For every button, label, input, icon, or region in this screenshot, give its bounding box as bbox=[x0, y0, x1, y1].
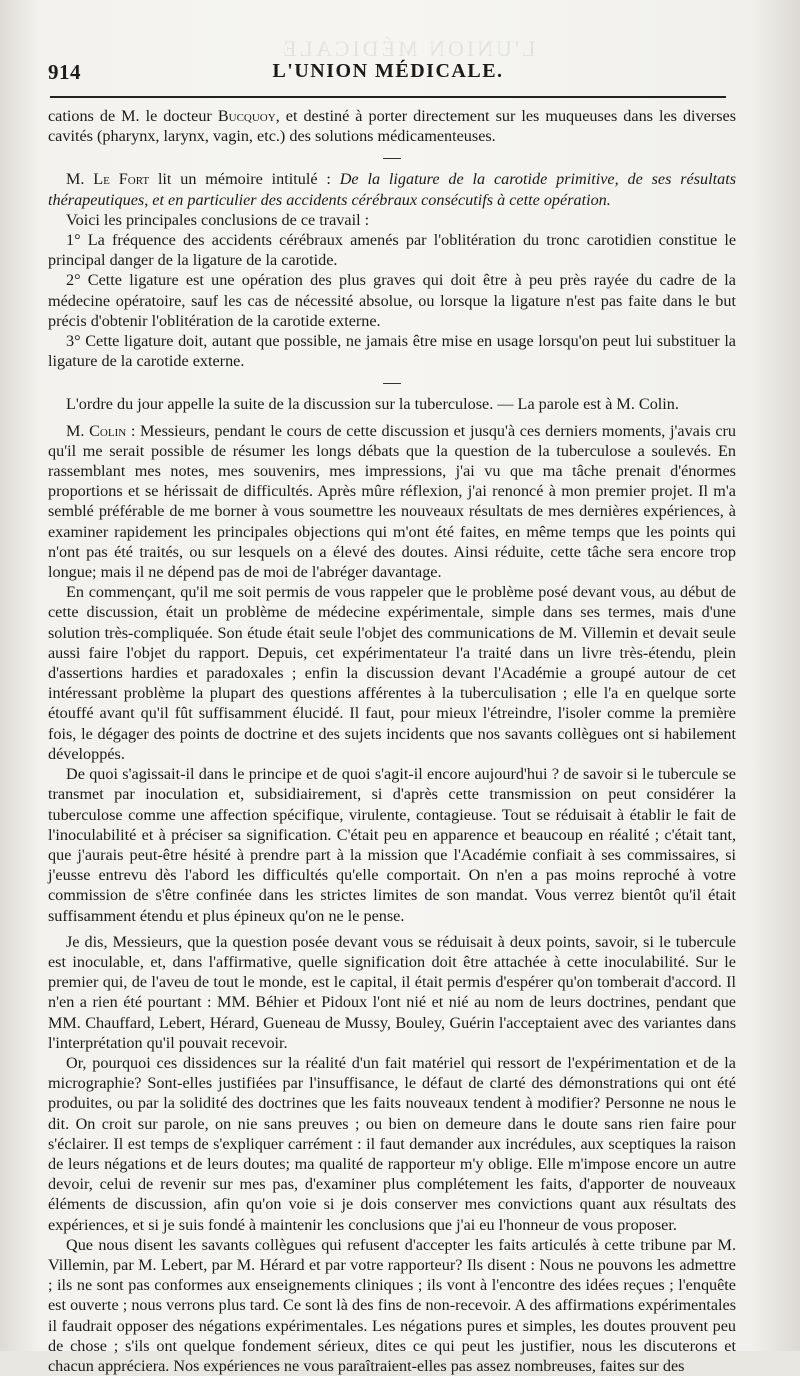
page-number: 914 bbox=[48, 60, 81, 84]
author-name: Colin bbox=[89, 421, 127, 440]
paragraph-je-dis: Je dis, Messieurs, que la question posée devant vous se réduisait à deux points, savoir, si le tubercule est inoculable, et, dans l'affirmative, quelle signification doit être attachée à cette inoculabilité. Sur le premier qui, de l'aveu de tout le monde, est le capital, il était permis d'espérer qu'on tomberait d'accord. Il n'en a rien été pourtant : MM. Béhier et Pidoux l'ont nié et nié au nom de leurs doctrines, pendant que MM. Chauffard, Lebert, Hérard, Gueneau de Mussy, Bouley, Guérin l'acceptaient avec des variantes dans l'interprétation qu'il pouvait recevoir. bbox=[48, 932, 736, 1052]
page-header bbox=[48, 60, 728, 90]
header-rule bbox=[50, 96, 726, 98]
conclusion-1: 1° La fréquence des accidents cérébraux amenés par l'oblitération du tronc carotidien constitue le principal danger de la ligature de la carotide. bbox=[48, 231, 736, 270]
running-title: L'UNION MÉDICALE. bbox=[272, 60, 504, 82]
author-name: Le Fort bbox=[93, 170, 150, 189]
bleed-through-text: L'UNION MÉDICALE bbox=[280, 36, 536, 61]
article-body bbox=[48, 106, 736, 1376]
paragraph-commencant: En commençant, qu'il me soit permis de vous rappeler que le problème posé devant vous, au début de cette discussion, était un problème de médecine expérimentale, simple dans ses termes, mais d'une solution très-compliquée. Son étude était seule l'objet des communications de M. Villemin et devait seule aussi faire l'objet du rapport. Depuis, cet expérimentateur l'a traité dans un livre très-étendu, plein d'assertions hardies et paradoxales ; enfin la discussion devant l'Académie a groupé autour de cet intéressant problème la plupart des questions afférentes à la tuberculisation ; elle l'a en quelque sorte étouffé avant qu'il fût suffisamment élucidé. Il faut, pour mieux l'étreindre, l'isoler comme la première fois, le dégager des points de doctrine et des sujets incidents que nos savants collègues ont si habilement développés. bbox=[48, 583, 736, 763]
section-separator bbox=[383, 383, 401, 384]
paragraph-de-quoi: De quoi s'agissait-il dans le principe et de quoi s'agit-il encore aujourd'hui ? de savoir si le tubercule se transmet par inoculation et, subsidiairement, si d'après cette transmission on peut considérer la tuberculose comme une affection spécifique, virulente, contagieuse. Tout se réduisait à établir le fait de l'inoculabilité et à préciser sa signification. C'était peu en apparence et beaucoup en réalité ; c'était tant, que j'aurais peut-être hésité à prendre part à la mission que l'Académie confiait à ses commissaires, si j'eusse entrevu dès l'abord les difficultés qu'elle comportait. On n'en a pas moins reproché à votre commission de s'être confinée dans les strictes limites de son mandat. Vous verrez bientôt qu'il était suffisamment étendu et plus épineux qu'on ne le pense. bbox=[48, 765, 736, 925]
paragraph-conclusions-intro: Voici les principales conclusions de ce travail : bbox=[66, 210, 370, 229]
paragraph-or-pourquoi: Or, pourquoi ces dissidences sur la réalité d'un fait matériel qui ressort de l'expérimentation et de la micrographie? Sont-elles justifiées par l'insuffisance, le défaut de clarté des démonstrations qui ont été produites, ou par la solidité des doctrines que les faits nouveaux tendent à modifier? Personne ne nous le dit. On croit sur parole, on nie sans preuves ; ou bien on demeure dans le doute sans rien faire pour s'éclairer. Il est temps de s'expliquer carrément : il faut demander aux incrédules, aux sceptiques la raison de leurs négations et de leurs doutes; ma qualité de rapporteur m'y oblige. Elle m'impose encore un autre devoir, celui de revenir sur mes pas, d'examiner plus complétement les faits, d'apporter de nouveaux éléments de discussion, afin qu'on voie si je dois conserver mes convictions quant aux résultats des expériences, et si je suis fondé à maintenir les conclusions que j'ai eu l'honneur de vous proposer. bbox=[48, 1053, 736, 1234]
paragraph-ordre-du-jour: L'ordre du jour appelle la suite de la discussion sur la tuberculose. — La parole est à M. Colin. bbox=[66, 395, 679, 414]
author-name: Bucquoy bbox=[217, 107, 276, 125]
conclusion-3: 3° Cette ligature doit, autant que possible, ne jamais être mise en usage lorsqu'on peut lui substituer la ligature de la carotide externe. bbox=[48, 332, 736, 371]
conclusion-2: 2° Cette ligature est une opération des plus graves qui doit être à peu près rayée du cadre de la médecine opératoire, sauf les cas de nécessité absolue, ou lorsque la ligature n'est pas faite dans le but précis d'obtenir l'oblitération de la carotide externe. bbox=[48, 271, 736, 330]
section-separator bbox=[383, 158, 401, 159]
paragraph-le-fort: M. Le Fort lit un mémoire intitulé : De la ligature de la carotide primitive, de ses résultats thérapeutiques, et en particulier des accidents cérébraux consécutifs à cette opération. bbox=[48, 170, 736, 209]
paragraph-colin: M. Colin : Messieurs, pendant le cours de cette discussion et jusqu'à ces derniers moments, j'avais cru qu'il me serait possible de résumer les longs débats que la question de la tuberculose a soulevés. En rassemblant mes notes, mes souvenirs, mes impressions, j'ai vu que ma tâche prenait d'énormes proportions et se hérissait de difficultés. Après mûre réflexion, j'ai renoncé à mon premier projet. Il m'a semblé préférable de me borner à vous soumettre les nouveaux résultats de mes dernières expériences, à examiner rapidement les principales objections qui m'ont été faites, en même temps que les points qui n'ont pas été traités, ou sur lesquels on a élevé des doutes. Ainsi réduite, cette tâche sera encore trop longue; mais il ne dépend pas de moi de l'abréger davantage. bbox=[48, 421, 736, 582]
paragraph-que-nous-disent: Que nous disent les savants collègues qui refusent d'accepter les faits articulés à cette tribune par M. Villemin, par M. Lebert, par M. Hérard et par votre rapporteur? Ils disent : Nous ne pouvons les admettre ; ils ne sont pas conformes aux enseignements cliniques ; ils vont à l'encontre des idées reçues ; l'enquête est ouverte ; nous verrons plus tard. Ce sont là des fins de non-recevoir. A des affirmations expérimentales il faudrait opposer des négations expérimentales. Les négations pures et simples, les doutes prouvent peu de chose ; s'ils ont quelque fondement sérieux, dites ce qui peut les justifier, nous les discuterons et chacun appréciera. Nos expériences ne vous paraîtraient-elles pas assez nombreuses, faites sur des bbox=[48, 1235, 736, 1375]
memoir-title: De la ligature de la carotide primitive, de ses résultats thérapeutiques, et en particulier des accidents cérébraux consécutifs à cette opération. bbox=[48, 170, 736, 209]
paragraph-bucquoy: cations de M. le docteur Bucquoy, et destiné à porter directement sur les muqueuses dans les diverses cavités (pharynx, larynx, vagin, etc.) des solutions médicamenteuses. bbox=[48, 107, 737, 146]
